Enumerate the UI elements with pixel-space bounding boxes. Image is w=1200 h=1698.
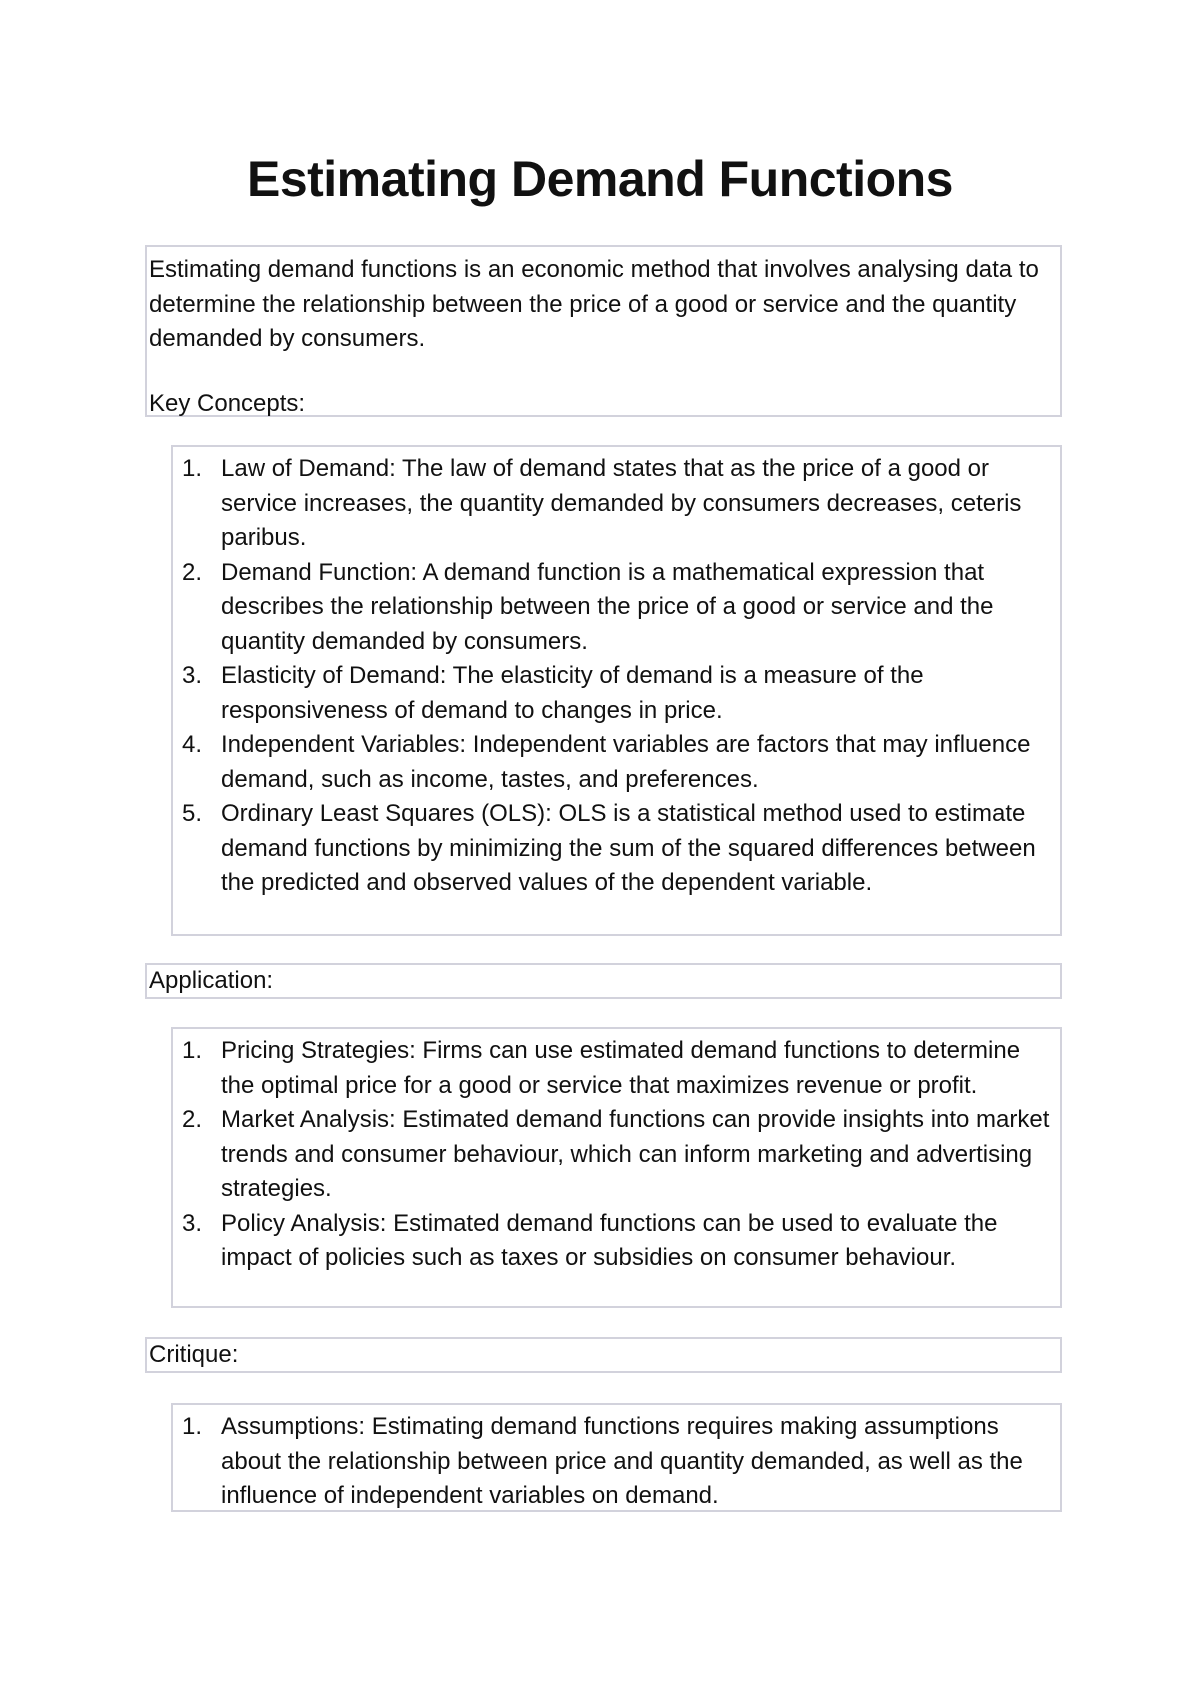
list-item-number: 1. [182, 1037, 203, 1064]
critique-heading-box [145, 1337, 1062, 1373]
list-item-number: 5. [182, 800, 203, 827]
application-heading-box [145, 963, 1062, 999]
list-item-text: Policy Analysis: Estimated demand functions can be used to evaluate the impact of policies such as taxes or subsidies on consumer behaviour. [221, 1209, 998, 1271]
list-item-text: Demand Function: A demand function is a mathematical expression that describes the relationship between the price of a good or service and the quantity demanded by consumers. [221, 558, 994, 655]
application-list [173, 1034, 1056, 1276]
key-concepts-list [173, 452, 1056, 901]
list-item-number: 2. [182, 558, 203, 586]
list-item-number: 4. [182, 731, 203, 758]
list-item-number: 3. [182, 1209, 203, 1237]
key-concepts-list-box [171, 445, 1062, 936]
intro-paragraph: Estimating demand functions is an economic method that involves analysing data to determine the relationship between the price of a good or service and the quantity demanded by consumers. [149, 256, 1039, 352]
list-item-text: Law of Demand: The law of demand states that as the price of a good or service increases, the quantity demanded by consumers decreases, ceteris paribus. [221, 455, 1022, 551]
list-item [173, 797, 1056, 901]
intro-section [145, 245, 1062, 417]
application-list-box [171, 1027, 1062, 1308]
list-item [173, 728, 1056, 797]
critique-list [173, 1410, 1056, 1514]
list-item-number: 2. [182, 1106, 203, 1133]
key-concepts-heading: Key Concepts: [149, 389, 306, 417]
list-item-number: 1. [182, 1413, 203, 1440]
list-item [173, 1034, 1056, 1103]
list-item-number: 3. [182, 662, 203, 689]
list-item [173, 556, 1056, 660]
list-item-text: Ordinary Least Squares (OLS): OLS is a statistical method used to estimate demand functions by minimizing the sum of the squared differences between the predicted and observed values of the dependent variable. [221, 800, 1036, 896]
list-item-text: Pricing Strategies: Firms can use estimated demand functions to determine the optimal price for a good or service that maximizes revenue or profit. [221, 1037, 1021, 1099]
list-item-text: Market Analysis: Estimated demand functions can provide insights into market trends and consumer behaviour, which can inform marketing and advertising strategies. [221, 1106, 1050, 1202]
list-item-number: 1. [182, 455, 203, 482]
critique-list-box [171, 1403, 1062, 1512]
list-item-text: Independent Variables: Independent variables are factors that may influence demand, such as income, tastes, and preferences. [221, 731, 1031, 793]
list-item [173, 1410, 1056, 1514]
page-title: Estimating Demand Functions [246, 151, 953, 207]
list-item [173, 452, 1056, 556]
list-item-text: Assumptions: Estimating demand functions requires making assumptions about the relationship between price and quantity demanded, as well as the influence of independent variables on demand. [221, 1413, 1023, 1509]
list-item [173, 1207, 1056, 1276]
application-heading: Application: [149, 967, 274, 994]
list-item [173, 659, 1056, 728]
critique-heading: Critique: [149, 1341, 239, 1368]
list-item [173, 1103, 1056, 1207]
list-item-text: Elasticity of Demand: The elasticity of demand is a measure of the responsiveness of demand to changes in price. [221, 662, 924, 724]
